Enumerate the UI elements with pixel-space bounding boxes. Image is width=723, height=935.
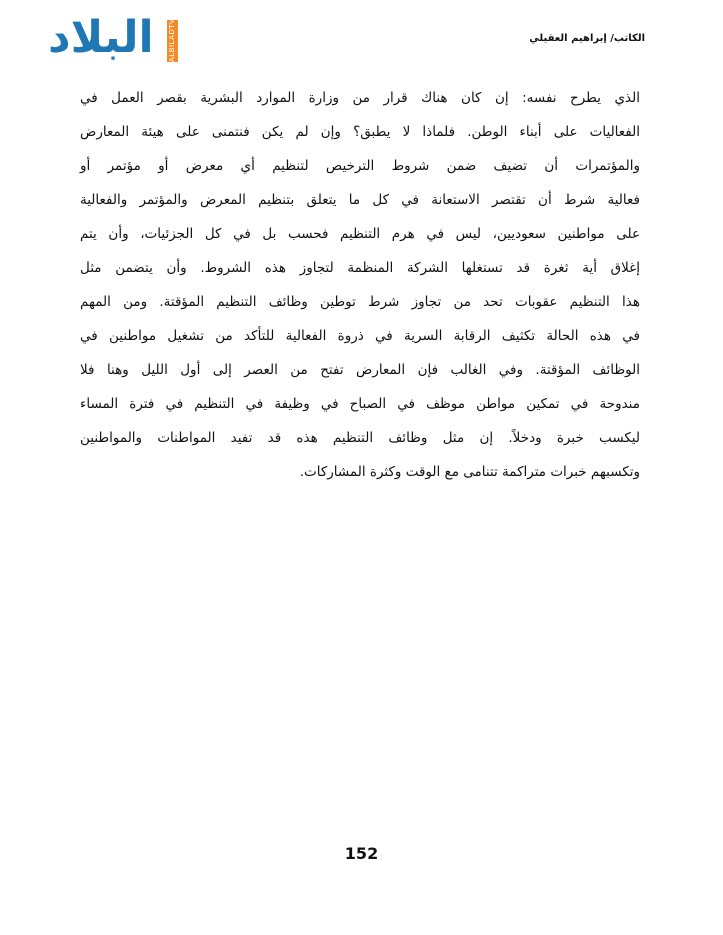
article-line: ليكسب خبرة ودخلاً. إن مثل وظائف التنظيم هذه قد تفيد المواطنات والمواطنين [80, 430, 640, 446]
article-line: على مواطنين سعوديين، ليس في هرم التنظيم فحسب بل في كل الجزئيات، وأن يتم [80, 226, 640, 242]
article-line: مندوحة في تمكين مواطن موظف في الصباح في وظيفة في التنظيم في فترة المساء [80, 396, 640, 412]
article-body [80, 81, 640, 489]
article-line: فعالية شرط أن تقتصر الاستعانة في كل ما يتعلق بتنظيم المعرض والمؤتمر والفعالية [80, 192, 640, 208]
page-number: 152 [344, 844, 379, 863]
article-line: الوظائف المؤقتة. وفي الغالب فإن المعارض تفتح من العصر إلى أول الليل وهنا فلا [80, 362, 640, 378]
article-line: وتكسبهم خبرات متراكمة تتنامى مع الوقت وكثرة المشاركات. [299, 464, 640, 480]
albilad-logo [48, 12, 180, 64]
article-line: والمؤتمرات أن تضيف ضمن شروط الترخيص لتنظيم أي معرض أو مؤتمر أو [80, 158, 640, 174]
article-line: هذا التنظيم عقوبات تحد من تجاوز شرط توطين وظائف التنظيم المؤقتة. ومن المهم [80, 294, 640, 310]
author-byline: الكاتب/ إبراهيم العقيلي [529, 33, 645, 44]
logo-subtitle: ALBILADTV [168, 18, 176, 62]
article-line: الفعاليات على أبناء الوطن. فلماذا لا يطبق؟ وإن لم يكن فنتمنى على هيئة المعارض [80, 124, 640, 140]
logo-wordmark: البلاد [48, 12, 154, 63]
article-line: إغلاق أية ثغرة قد تستغلها الشركة المنظمة لتجاوز هذه الشروط. وأن يتضمن مثل [80, 260, 640, 276]
article-line: في هذه الحالة تكثيف الرقابة السرية في ذروة الفعالية للتأكد من تشغيل مواطنين في [80, 328, 640, 344]
article-line: الذي يطرح نفسه: إن كان هناك قرار من وزارة الموارد البشرية بقصر العمل في [80, 90, 640, 106]
